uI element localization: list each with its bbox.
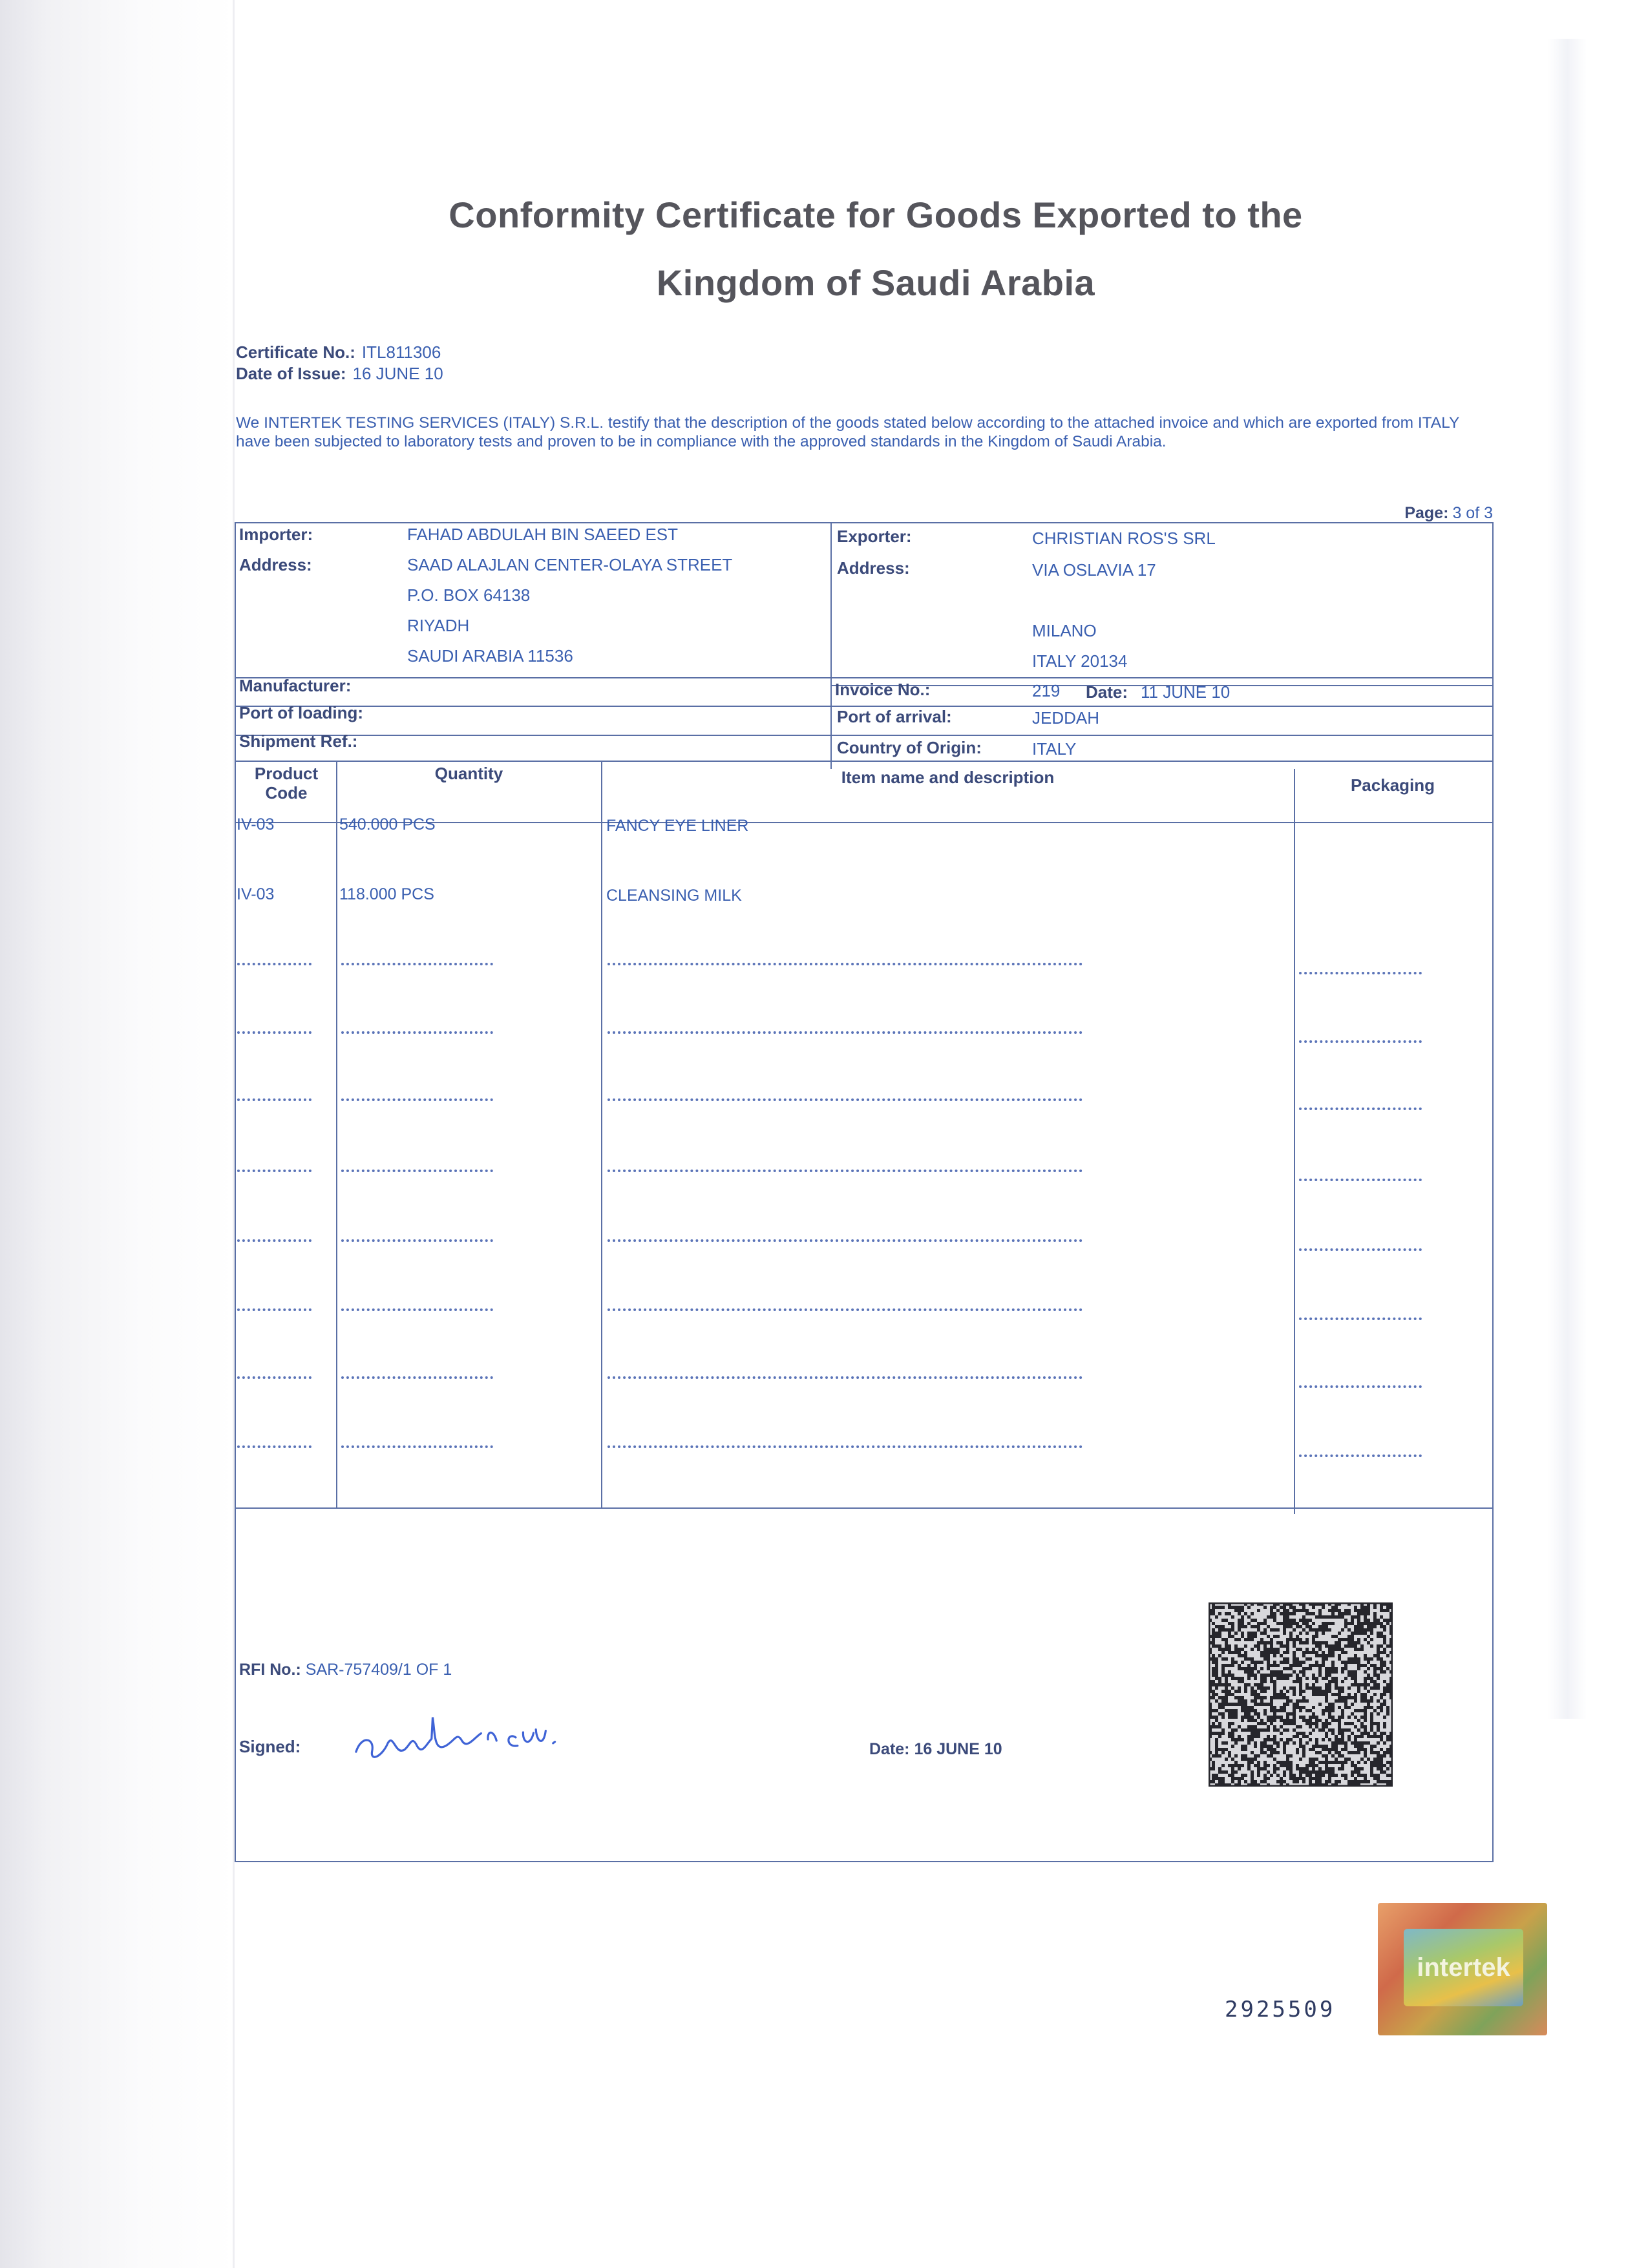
exporter-address-line-3: MILANO [1032,621,1097,640]
rule-manufacturer-top [235,677,1494,678]
rule-col-quantity [601,761,602,1507]
importer-label: Importer: [239,525,313,544]
row-2-quantity: 118.000 PCS [339,885,434,903]
certificate-number-label: Certificate No.: [236,342,355,362]
dotted-placeholder [237,1308,312,1311]
dotted-placeholder [607,1445,1083,1448]
invoice-date-value: 11 JUNE 10 [1141,682,1231,702]
importer-address-line-4: SAUDI ARABIA 11536 [407,646,573,666]
certificate-number [236,342,441,362]
row-1-quantity: 540.000 PCS [339,815,436,834]
header-item-description: Item name and description [841,768,1055,787]
rfi-number [239,1661,452,1679]
rfi-label: RFI No.: [239,1661,301,1679]
dotted-placeholder [607,1376,1083,1379]
rule-importer-exporter-divider [830,522,832,769]
invoice-number-value: 219 [1032,681,1061,700]
dotted-placeholder [607,1098,1083,1101]
footer-date [869,1740,1002,1759]
dotted-placeholder [237,1031,312,1034]
dotted-placeholder [237,1376,312,1379]
importer-address-line-3: RIYADH [407,616,470,635]
dotted-placeholder [607,1170,1083,1172]
dotted-placeholder [607,1239,1083,1242]
date-of-issue-label: Date of Issue: [236,364,346,383]
rfi-value: SAR-757409/1 OF 1 [305,1661,452,1679]
page-value: 3 of 3 [1452,504,1493,522]
date-of-issue [236,364,443,384]
scan-left-edge [0,0,236,2268]
dotted-placeholder [341,1031,493,1034]
signed-label: Signed: [239,1737,301,1756]
dotted-placeholder [607,1308,1083,1311]
dotted-placeholder [607,1031,1083,1034]
importer-address-line-1: SAAD ALAJLAN CENTER-OLAYA STREET [407,555,733,574]
row-1-item: FANCY EYE LINER [606,817,749,835]
dotted-placeholder [1299,1179,1422,1181]
port-of-loading-label: Port of loading: [239,703,364,722]
exporter-label: Exporter: [837,527,912,546]
rule-shipment-top [235,735,1494,736]
row-2-item: CLEANSING MILK [606,887,742,905]
dotted-placeholder [1299,1454,1422,1457]
dotted-placeholder [1299,1385,1422,1388]
dotted-placeholder [237,1170,312,1172]
rule-col-item [1294,769,1295,1514]
dotted-placeholder [341,1170,493,1172]
hologram-inner [1404,1929,1523,2006]
document-title-line-1: Conformity Certificate for Goods Exported to the [449,194,1303,235]
dotted-placeholder [237,963,312,965]
document-title-line-2: Kingdom of Saudi Arabia [656,262,1095,303]
country-of-origin-label: Country of Origin: [837,738,982,757]
serial-number: 2925509 [1225,1997,1336,2022]
row-2-product-code: IV-03 [237,885,275,903]
dotted-placeholder [607,963,1083,965]
row-1-product-code: IV-03 [237,815,275,834]
exporter-name: CHRISTIAN ROS'S SRL [1032,529,1216,548]
invoice-number-label: Invoice No.: [835,680,931,699]
footer-date-value: 16 JUNE 10 [914,1740,1002,1758]
header-quantity: Quantity [434,764,503,783]
header-product-code: Product Code [254,764,319,803]
intertek-hologram-stamp [1378,1903,1547,2035]
rule-col-code [336,761,337,1507]
dotted-placeholder [341,1098,493,1101]
invoice-date-label: Date: [1086,682,1128,702]
page-number [1357,504,1493,523]
date-of-issue-value: 16 JUNE 10 [352,364,443,383]
footer-date-label: Date: [869,1740,910,1758]
header-packaging: Packaging [1350,775,1435,795]
dotted-placeholder [341,1376,493,1379]
port-of-arrival-label: Port of arrival: [837,707,952,726]
intro-statement: We INTERTEK TESTING SERVICES (ITALY) S.R.L. testify that the description of the goods stated below according to the attached invoice and which are exported from ITALY have been subjected to laboratory tests and proven to be in compliance with the approved standards in the Kingdom of Saudi Arabia. [236,414,1459,450]
port-of-arrival-value: JEDDAH [1032,708,1100,728]
page-label: Page: [1404,504,1449,522]
certificate-number-value: ITL811306 [361,342,441,362]
dotted-placeholder [1299,1040,1422,1043]
dotted-placeholder [237,1445,312,1448]
manufacturer-label: Manufacturer: [239,676,352,695]
exporter-address-label: Address: [837,558,910,578]
dotted-placeholder [237,1098,312,1101]
exporter-address-line-1: VIA OSLAVIA 17 [1032,560,1156,580]
barcode-2d-icon [1209,1602,1393,1787]
scan-shadow [1548,39,1587,1719]
dotted-placeholder [1299,972,1422,974]
dotted-placeholder [341,1239,493,1242]
dotted-placeholder [341,963,493,965]
dotted-placeholder [1299,1108,1422,1110]
dotted-placeholder [1299,1248,1422,1251]
hologram-brand-icon: intertek [1417,1953,1510,1982]
shipment-ref-label: Shipment Ref.: [239,731,358,751]
dotted-placeholder [237,1239,312,1242]
dotted-placeholder [1299,1318,1422,1320]
importer-name: FAHAD ABDULAH BIN SAEED EST [407,525,679,544]
importer-address-line-2: P.O. BOX 64138 [407,585,531,605]
exporter-address-line-4: ITALY 20134 [1032,651,1128,671]
rule-table-bottom [235,1507,1494,1509]
country-of-origin-value: ITALY [1032,739,1077,759]
importer-address-label: Address: [239,555,312,574]
dotted-placeholder [341,1445,493,1448]
dotted-placeholder [341,1308,493,1311]
rule-table-top [235,761,1494,762]
